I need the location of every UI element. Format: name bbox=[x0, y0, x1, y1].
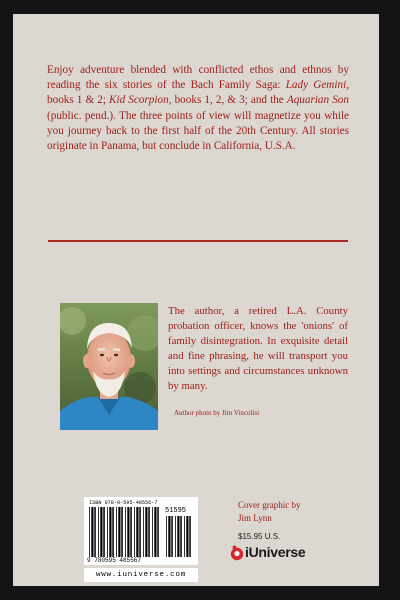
ean-digits: 9 780595 485567 bbox=[87, 557, 142, 564]
cover-graphic-credit bbox=[238, 499, 300, 524]
price-barcode-bars bbox=[166, 516, 194, 557]
cover-credit-line: Cover graphic by bbox=[238, 500, 301, 510]
book-blurb bbox=[47, 63, 349, 154]
blurb-text: , books 1, 2, & 3; and the bbox=[168, 94, 287, 107]
book-price: $15.95 U.S. bbox=[238, 532, 281, 541]
blurb-text: Enjoy adventure blended with conflicted ethos and ethnos by reading the six stories of the Bach Family Saga: bbox=[47, 64, 349, 92]
isbn-barcode bbox=[84, 497, 198, 565]
blurb-text: (public. pend.). The three points of view will magnetize you while you journey back to the first half of the 20th Century. All stories originate in Panama, but conclude in California, U.S.A. bbox=[47, 109, 349, 153]
iuniverse-logo-icon bbox=[230, 545, 244, 561]
author-bio: The author, a retired L.A. County probation officer, knows the 'onions' of family disintegration. In exquisite detail and fine phrasing, he will transport you into settings and circumstances unknown by many. bbox=[168, 305, 348, 392]
iuniverse-logo-text: iUniverse bbox=[245, 544, 306, 560]
cover-credit-name: Jim Lynn bbox=[238, 512, 272, 523]
title-kid-scorpion: Kid Scorpion bbox=[109, 94, 169, 107]
price-code: 51595 bbox=[165, 507, 187, 515]
ean-barcode-bars bbox=[89, 507, 162, 557]
isbn-number: ISBN 978-0-595-48556-7 bbox=[89, 500, 158, 506]
iuniverse-logo bbox=[230, 543, 340, 563]
title-lady-gemini: Lady Gemini bbox=[285, 79, 347, 92]
divider-rule bbox=[48, 240, 348, 242]
author-photo bbox=[60, 303, 158, 430]
photo-credit: Author photo by Jim Vincolisi bbox=[174, 409, 260, 417]
title-aquarian-son: Aquarian Son bbox=[286, 94, 349, 107]
blurb-text: , books 1 & 2; bbox=[47, 79, 349, 107]
publisher-url: www.iuniverse.com bbox=[84, 568, 198, 582]
